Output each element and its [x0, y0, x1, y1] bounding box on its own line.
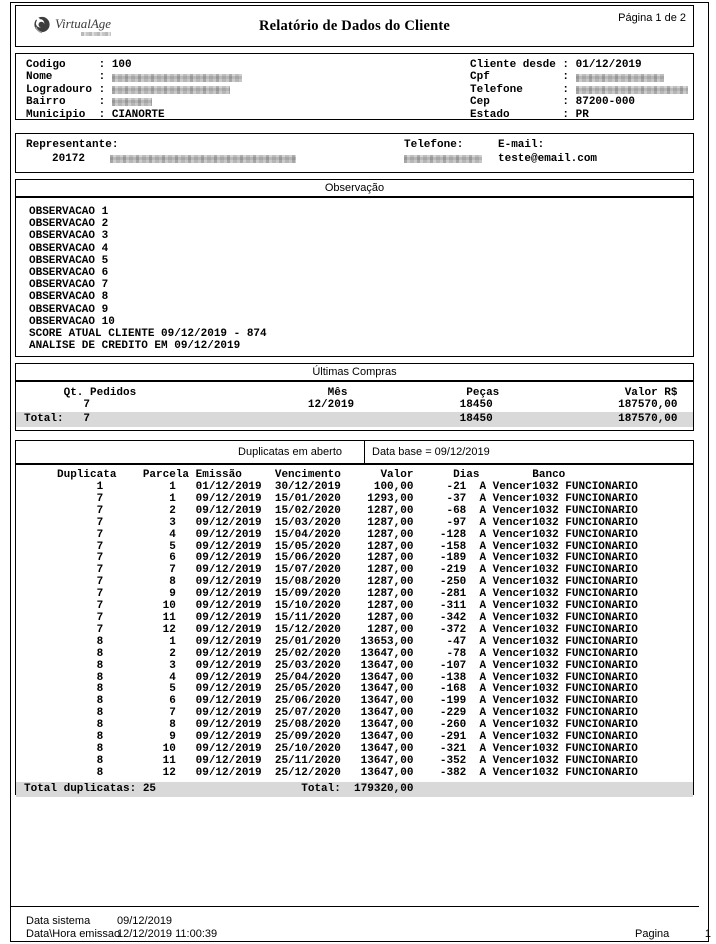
representante-telefone-redacted [404, 155, 482, 163]
observacao-line: OBSERVACAO 2 [29, 218, 109, 231]
duplicata-row: 8 9 09/12/2019 25/09/2020 13647,00 -291 A Vencer1032 FUNCIONARIO [24, 731, 685, 744]
client-field-label: Logradouro : [26, 83, 112, 96]
duplicata-row: 7 1 09/12/2019 15/01/2020 1293,00 -37 A Vencer1032 FUNCIONARIO [24, 492, 685, 505]
client-field [470, 59, 688, 71]
client-right-column [470, 59, 688, 121]
compras-total-row: Total: 7 18450 187570,00 [16, 412, 693, 427]
ultimas-compras-table [15, 381, 694, 431]
duplicata-row: 7 7 09/12/2019 15/07/2020 1287,00 -219 A Vencer1032 FUNCIONARIO [24, 564, 685, 577]
redacted-value [112, 98, 152, 106]
duplicatas-table [15, 464, 694, 795]
duplicata-row: 7 6 09/12/2019 15/06/2020 1287,00 -189 A Vencer1032 FUNCIONARIO [24, 552, 685, 565]
report-footer [11, 906, 711, 940]
footer-data-sistema-label: Data sistema [26, 915, 91, 927]
duplicata-row: 8 8 09/12/2019 25/08/2020 13647,00 -260 A Vencer1032 FUNCIONARIO [24, 719, 685, 732]
client-field-label: Nome : [26, 71, 112, 84]
ultimas-compras-title: Últimas Compras [312, 366, 397, 378]
page-title: Relatório de Dados do Cliente [258, 18, 451, 34]
duplicata-row: 7 4 09/12/2019 15/04/2020 1287,00 -128 A Vencer1032 FUNCIONARIO [24, 528, 685, 541]
duplicata-row: 7 12 09/12/2019 15/12/2020 1287,00 -372 A Vencer1032 FUNCIONARIO [24, 623, 685, 636]
duplicatas-total-row: Total duplicatas: 25 Total: 179320,00 [16, 782, 693, 797]
observacao-content [15, 197, 694, 357]
client-field-label: Bairro : [26, 96, 112, 109]
client-field [26, 59, 242, 71]
duplicata-row: 8 5 09/12/2019 25/05/2020 13647,00 -168 A Vencer1032 FUNCIONARIO [24, 683, 685, 696]
observacao-line: OBSERVACAO 4 [29, 242, 109, 255]
footer-page-number: 1 [704, 928, 711, 940]
footer-page-label: Pagina [635, 928, 670, 940]
client-field [470, 71, 688, 83]
duplicata-row: 7 10 09/12/2019 15/10/2020 1287,00 -311 A Vencer1032 FUNCIONARIO [24, 600, 685, 613]
duplicata-row: 8 12 09/12/2019 25/12/2020 13647,00 -382 A Vencer1032 FUNCIONARIO [24, 766, 685, 779]
report-header [15, 5, 694, 47]
duplicatas-data-base: Data base = 09/12/2019 [364, 441, 693, 463]
client-field [26, 71, 242, 83]
observacao-line: OBSERVACAO 10 [29, 315, 115, 328]
compras-header-row: Qt. Pedidos Mês Peças Valor R$ [24, 387, 685, 399]
virtualage-logo-text: VirtualAge [55, 16, 112, 31]
client-field-label: Telefone : [470, 83, 576, 96]
footer-data-sistema-value: 09/12/2019 [117, 915, 173, 927]
report-page [10, 2, 709, 942]
compras-data-row: 7 12/2019 18450 187570,00 [24, 399, 685, 411]
client-left-column [26, 59, 242, 121]
duplicata-row: 7 2 09/12/2019 15/02/2020 1287,00 -68 A Vencer1032 FUNCIONARIO [24, 504, 685, 517]
observacao-title-bar [15, 179, 694, 197]
client-field [26, 96, 242, 108]
duplicata-row: 1 1 01/12/2019 30/12/2019 100,00 -21 A Vencer1032 FUNCIONARIO [24, 481, 685, 493]
duplicatas-title: Duplicatas em aberto [238, 446, 342, 458]
client-field [470, 109, 688, 121]
duplicata-row: 7 9 09/12/2019 15/09/2020 1287,00 -281 A Vencer1032 FUNCIONARIO [24, 588, 685, 601]
client-field [470, 84, 688, 96]
representante-email-label: E-mail: [498, 139, 545, 151]
redacted-value [576, 86, 688, 94]
representante-box [15, 133, 694, 173]
footer-data-hora-label: Data\Hora emissao [26, 928, 121, 940]
duplicata-row: 8 1 09/12/2019 25/01/2020 13653,00 -47 A Vencer1032 FUNCIONARIO [24, 635, 685, 648]
observacao-line: SCORE ATUAL CLIENTE 09/12/2019 - 874 [29, 328, 267, 341]
client-field [26, 109, 242, 121]
duplicata-row: 8 2 09/12/2019 25/02/2020 13647,00 -78 A Vencer1032 FUNCIONARIO [24, 647, 685, 660]
duplicata-row: 8 10 09/12/2019 25/10/2020 13647,00 -321 A Vencer1032 FUNCIONARIO [24, 742, 685, 755]
redacted-value [576, 74, 664, 82]
redacted-value [112, 86, 230, 94]
client-field-label: Estado : PR [470, 108, 589, 121]
redacted-value [112, 74, 242, 82]
representante-label: Representante: [26, 139, 119, 151]
ultimas-compras-title-bar [15, 363, 694, 381]
observacao-line: OBSERVACAO 6 [29, 267, 109, 280]
duplicata-row: 7 8 09/12/2019 15/08/2020 1287,00 -250 A Vencer1032 FUNCIONARIO [24, 576, 685, 589]
observacao-line: OBSERVACAO 5 [29, 254, 109, 267]
duplicata-row: 7 5 09/12/2019 15/05/2020 1287,00 -158 A Vencer1032 FUNCIONARIO [24, 540, 685, 553]
client-field-label: Cliente desde : 01/12/2019 [470, 59, 642, 71]
observacao-line: OBSERVACAO 3 [29, 230, 109, 243]
observacao-line: OBSERVACAO 1 [29, 206, 109, 218]
duplicata-row: 7 11 09/12/2019 15/11/2020 1287,00 -342 A Vencer1032 FUNCIONARIO [24, 611, 685, 624]
duplicata-row: 8 7 09/12/2019 25/07/2020 13647,00 -229 A Vencer1032 FUNCIONARIO [24, 707, 685, 720]
representante-name-redacted [110, 155, 296, 163]
duplicata-row: 8 6 09/12/2019 25/06/2020 13647,00 -199 A Vencer1032 FUNCIONARIO [24, 695, 685, 708]
duplicata-row: 8 4 09/12/2019 25/04/2020 13647,00 -138 A Vencer1032 FUNCIONARIO [24, 671, 685, 684]
observacao-line: OBSERVACAO 9 [29, 303, 109, 316]
representante-code: 20172 [52, 153, 86, 165]
observacao-line: OBSERVACAO 8 [29, 291, 109, 304]
duplicata-row: 8 11 09/12/2019 25/11/2020 13647,00 -352 A Vencer1032 FUNCIONARIO [24, 754, 685, 767]
client-data-box [15, 53, 694, 120]
representante-telefone-label: Telefone: [404, 139, 464, 151]
client-field [470, 96, 688, 108]
duplicatas-title-bar [15, 440, 694, 464]
footer-data-hora-value: 12/12/2019 11:00:39 [117, 928, 218, 940]
client-field-label: Cep : 87200-000 [470, 96, 636, 109]
duplicata-row: 8 3 09/12/2019 25/03/2020 13647,00 -107 A Vencer1032 FUNCIONARIO [24, 659, 685, 672]
observacao-title: Observação [324, 182, 385, 194]
page-indicator: Página 1 de 2 [618, 12, 686, 24]
client-field-label: Municipio : CIANORTE [26, 108, 165, 121]
duplicata-row: 7 3 09/12/2019 15/03/2020 1287,00 -97 A Vencer1032 FUNCIONARIO [24, 516, 685, 529]
client-field-label: Cpf : [470, 71, 576, 84]
observacao-line: OBSERVACAO 7 [29, 279, 109, 292]
client-field-label: Codigo : 100 [26, 59, 132, 71]
representante-email-value: teste@email.com [498, 153, 598, 165]
observacao-line: ANALISE DE CREDITO EM 09/12/2019 [29, 340, 241, 353]
duplicatas-header-row: Duplicata Parcela Emissão Vencimento Valor Dias Banco [24, 469, 685, 481]
client-field [26, 84, 242, 96]
